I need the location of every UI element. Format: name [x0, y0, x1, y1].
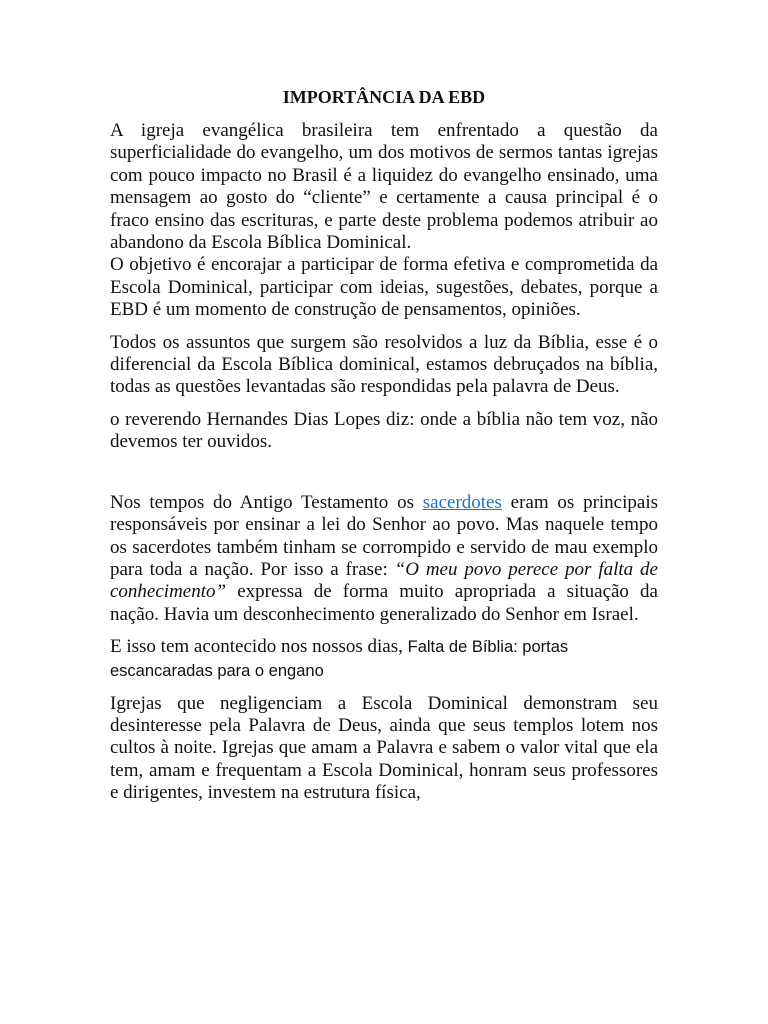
- paragraph-5: [110, 492, 658, 626]
- heading-quote-part-2: escancaradas para o engano: [110, 661, 324, 680]
- document-title: IMPORTÂNCIA DA EBD: [282, 87, 486, 107]
- spacer: [110, 626, 658, 636]
- spacer: [110, 482, 658, 492]
- spacer: [110, 399, 658, 409]
- paragraph-4: o reverendo Hernandes Dias Lopes diz: onde a bíblia não tem voz, não devemos ter ouvidos.: [110, 408, 658, 453]
- paragraph-6-text: E isso tem acontecido nos nossos dias,: [110, 636, 408, 658]
- spacer: [110, 322, 658, 332]
- spacer: [110, 454, 658, 482]
- document-page: [110, 86, 658, 805]
- heading-quote-part-1: Falta de Bíblia: portas: [407, 638, 569, 657]
- paragraph-1: A igreja evangélica brasileira tem enfrentado a questão da superficialidade do evangelho, um dos motivos de sermos tantas igrejas com pouco impacto no Brasil é a liquidez do evangelho ensinado, uma mensagem ao gosto do “cliente” e certamente a causa principal é o fraco ensino das escrituras, e parte deste problema podemos atribuir ao abandono da Escola Bíblica Dominical.: [110, 120, 658, 254]
- paragraph-5-text: expressa de forma muito apropriada a situação da nação. Havia um desconhecimento generalizado do Senhor em Israel.: [110, 581, 658, 625]
- paragraph-5-text: Nos tempos do Antigo Testamento os: [110, 491, 423, 513]
- sacerdotes-link[interactable]: sacerdotes: [422, 491, 502, 513]
- bible-quote: “O meu povo perece por falta de conhecimento”: [110, 558, 658, 603]
- paragraph-2: O objetivo é encorajar a participar de forma efetiva e comprometida da Escola Dominical, participar com ideias, sugestões, debates, porque a EBD é um momento de construção de pensamentos, opiniões.: [110, 254, 658, 321]
- paragraph-5-text: eram os principais responsáveis por ensinar a lei do Senhor ao povo. Mas naquele tempo os sacerdotes também tinham se corrompido e servido de mau exemplo para toda a nação. Por isso a frase:: [110, 491, 659, 580]
- paragraph-3: Todos os assuntos que surgem são resolvidos a luz da Bíblia, esse é o diferencial da Escola Bíblica dominical, estamos debruçados na bíblia, todas as questões levantadas são respondidas pela palavra de Deus.: [110, 331, 658, 398]
- spacer: [110, 683, 658, 693]
- paragraph-7: Igrejas que negligenciam a Escola Dominical demonstram seu desinteresse pela Palavra de Deus, ainda que seus templos lotem nos cultos à noite. Igrejas que amam a Palavra e sabem o valor vital que ela tem, amam e frequentam a Escola Dominical, honram seus professores e dirigentes, investem na estrutura física,: [110, 692, 658, 804]
- paragraph-6: [110, 636, 658, 682]
